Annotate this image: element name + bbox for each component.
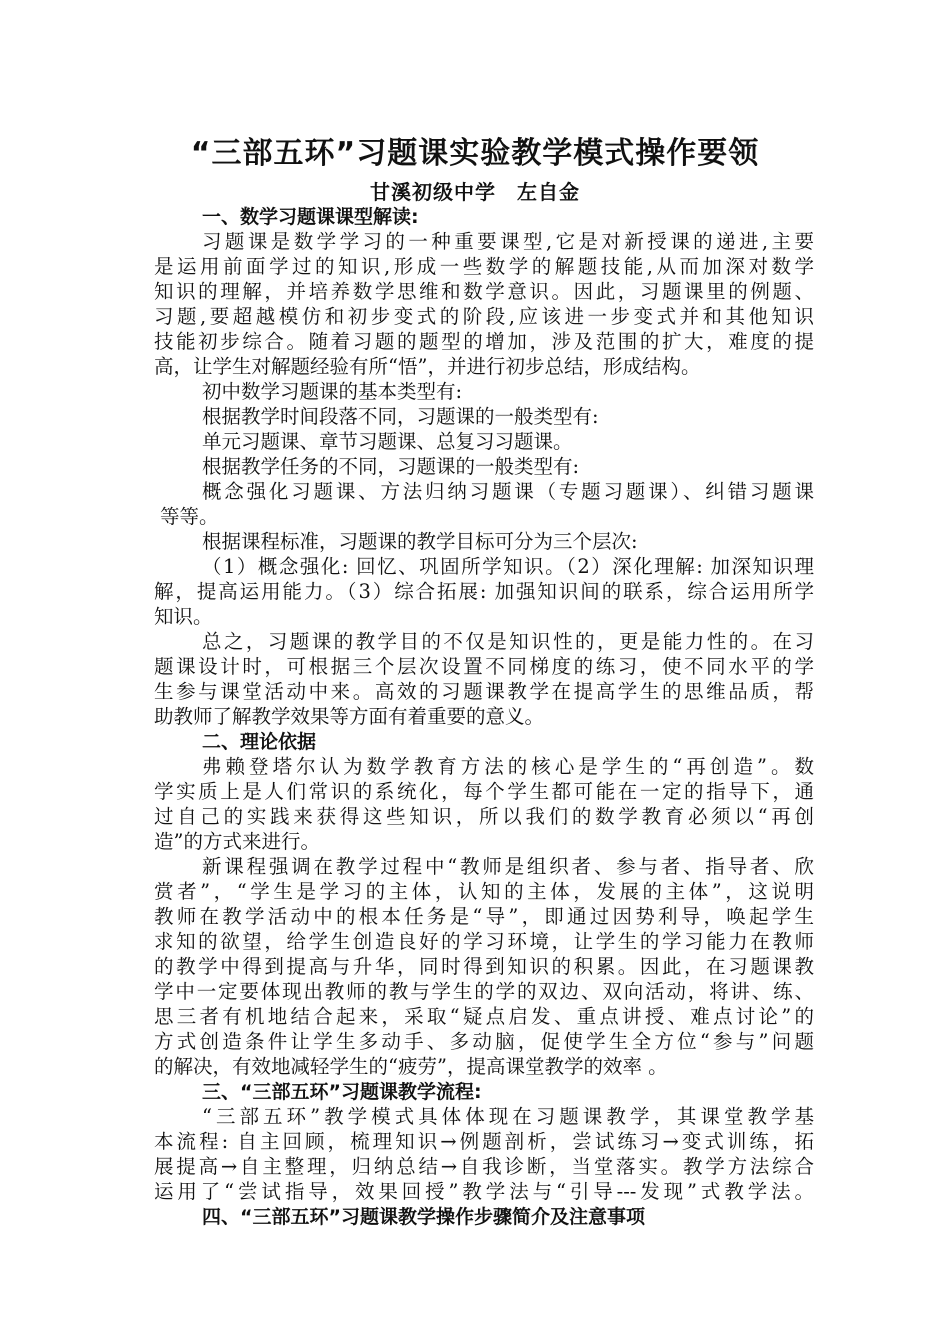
section-heading-1: 一、数学习题课课型解读: — [202, 206, 419, 228]
paragraph-line: 题课设计时，可根据三个层次设置不同梯度的练习，使不同水平的学 — [154, 655, 814, 678]
paragraph-line: 生参与课堂活动中来。高效的习题课教学在提高学生的思维品质，帮 — [154, 680, 814, 703]
paragraph-line: 根据教学任务的不同，习题课的一般类型有: — [202, 455, 580, 478]
paragraph-line: 方式创造条件让学生多动手、多动脑，促使学生全方位“参与”问题 — [154, 1030, 814, 1053]
document-title: “三部五环”习题课实验教学模式操作要领 — [190, 136, 760, 171]
paragraph-line: 展提高→自主整理，归纳总结→自我诊断，当堂落实。教学方法综合 — [154, 1155, 814, 1178]
paragraph-line: 根据课程标准，习题课的教学目标可分为三个层次: — [202, 530, 638, 553]
paragraph-line: 单元习题课、章节习题课、总复习习题课。 — [202, 430, 573, 453]
paragraph-line: 运用了“尝试指导，效果回授”教学法与“引导---发现”式教学法。 — [154, 1180, 814, 1203]
paragraph-line: 新课程强调在教学过程中“教师是组织者、参与者、指导者、欣 — [202, 855, 814, 878]
paragraph-line: 教师在教学活动中的根本任务是“导”，即通过因势利导，唤起学生 — [154, 905, 814, 928]
paragraph-line: 的教学中得到提高与升华，同时得到知识的积累。因此，在习题课教 — [154, 955, 814, 978]
paragraph-line: （1）概念强化: 回忆、巩固所学知识。（2）深化理解: 加深知识理 — [202, 555, 814, 578]
paragraph-line: 学实质上是人们常识的系统化，每个学生都可能在一定的指导下，通 — [154, 780, 814, 803]
paragraph-line: 学中一定要体现出教师的教与学生的学的双边、双向活动，将讲、练、 — [154, 980, 814, 1003]
paragraph-line: 的解决，有效地减轻学生的“疲劳”，提高课堂教学的效率 。 — [154, 1055, 668, 1078]
paragraph-line: 过自己的实践来获得这些知识，所以我们的数学教育必须以“再创 — [154, 805, 814, 828]
paragraph-line: 习题,要超越模仿和初步变式的阶段,应该进一步变式并和其他知识 — [154, 305, 814, 328]
paragraph-line: 总之，习题课的教学目的不仅是知识性的，更是能力性的。在习 — [202, 630, 814, 653]
section-heading-3: 三、“三部五环”习题课教学流程: — [202, 1081, 482, 1103]
paragraph-line: 等等。 — [160, 505, 219, 528]
paragraph-line: 技能初步综合。随着习题的题型的增加，涉及范围的扩大，难度的提 — [154, 330, 814, 353]
paragraph-line: 知识的理解，并培养数学思维和数学意识。因此，习题课里的例题、 — [154, 280, 814, 303]
paragraph-line: 助教师了解教学效果等方面有着重要的意义。 — [154, 705, 545, 728]
paragraph-line: 解，提高运用能力。（3）综合拓展: 加强知识间的联系，综合运用所学 — [154, 580, 814, 603]
paragraph-line: 知识。 — [154, 605, 213, 628]
paragraph-line: 习题课是数学学习的一种重要课型,它是对新授课的递进,主要 — [202, 230, 814, 253]
paragraph-line: 根据教学时间段落不同，习题课的一般类型有: — [202, 405, 599, 428]
paragraph-line: 求知的欲望，给学生创造良好的学习环境，让学生的学习能力在教师 — [154, 930, 814, 953]
paragraph-line: 造”的方式来进行。 — [154, 830, 320, 853]
document-author: 甘溪初级中学 左自金 — [370, 180, 580, 204]
paragraph-line: 本流程: 自主回顾，梳理知识→例题剖析，尝试练习→变式训练，拓 — [154, 1130, 814, 1153]
section-heading-2: 二、理论依据 — [202, 731, 317, 753]
paragraph-line: 概念强化习题课、方法归纳习题课（专题习题课）、纠错习题课 — [202, 480, 814, 503]
paragraph-line: 高，让学生对解题经验有所“悟”，并进行初步总结，形成结构。 — [154, 355, 701, 378]
section-heading-4: 四、“三部五环”习题课教学操作步骤简介及注意事项 — [202, 1206, 645, 1228]
paragraph-line: 是运用前面学过的知识,形成一些数学的解题技能,从而加深对数学 — [154, 255, 814, 278]
paragraph-line: “三部五环”教学模式具体体现在习题课教学，其课堂教学基 — [202, 1105, 814, 1128]
paragraph-line: 思三者有机地结合起来，采取“疑点启发、重点讲授、难点讨论”的 — [154, 1005, 814, 1028]
paragraph-line: 赏者”，“学生是学习的主体，认知的主体，发展的主体”，这说明 — [154, 880, 814, 903]
paragraph-line: 弗赖登塔尔认为数学教育方法的核心是学生的“再创造”。数 — [202, 755, 814, 778]
paragraph-line: 初中数学习题课的基本类型有: — [202, 380, 463, 403]
